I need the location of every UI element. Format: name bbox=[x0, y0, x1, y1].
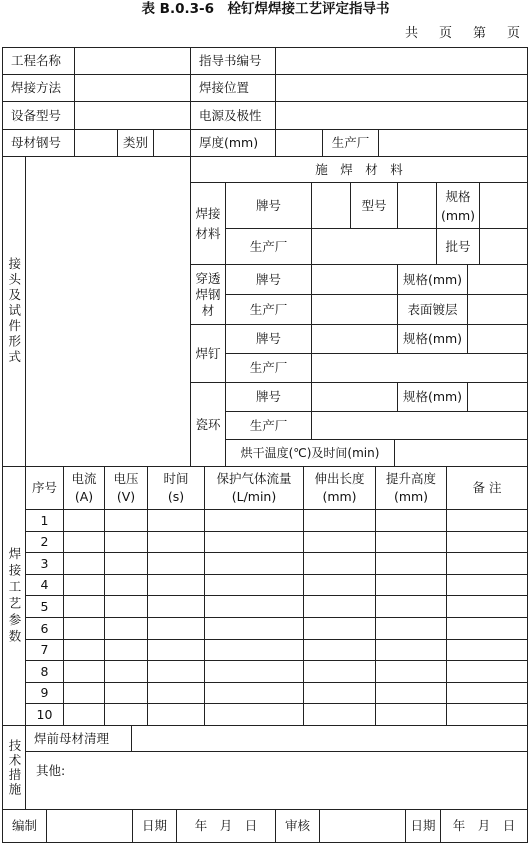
field-penetration-manufacturer[interactable] bbox=[311, 294, 398, 325]
materials-heading: 施 焊 材 料 bbox=[190, 156, 528, 183]
label-weld-params bbox=[2, 466, 26, 726]
param-cell[interactable] bbox=[375, 552, 447, 575]
field-ferrule-manufacturer[interactable] bbox=[311, 411, 528, 440]
param-cell[interactable] bbox=[303, 660, 376, 683]
label-tech-measures bbox=[2, 725, 26, 810]
param-cell[interactable] bbox=[104, 509, 148, 532]
field-project-name[interactable] bbox=[74, 47, 191, 75]
param-cell[interactable] bbox=[446, 595, 528, 618]
param-cell[interactable] bbox=[147, 639, 205, 661]
label-joint-form bbox=[2, 156, 26, 467]
pager-page-unit-2: 页 bbox=[506, 26, 521, 41]
field-joint-sketch[interactable] bbox=[25, 156, 191, 467]
field-ferrule-brand[interactable] bbox=[311, 382, 398, 412]
label-ferrule: 瓷环 bbox=[190, 382, 226, 467]
label-stud-manufacturer: 生产厂 bbox=[225, 353, 312, 383]
field-review[interactable] bbox=[319, 809, 406, 843]
param-cell[interactable] bbox=[63, 595, 105, 618]
pager-total-label: 共 bbox=[404, 26, 419, 41]
label-compile: 编制 bbox=[2, 809, 47, 843]
label-date: 日期 bbox=[132, 809, 177, 843]
param-cell[interactable] bbox=[63, 552, 105, 575]
row-number: 1 bbox=[25, 509, 64, 532]
param-cell[interactable] bbox=[104, 617, 148, 640]
pager-current-label: 第 bbox=[472, 26, 487, 41]
param-cell[interactable] bbox=[104, 595, 148, 618]
param-cell[interactable] bbox=[446, 531, 528, 553]
row-number: 2 bbox=[25, 531, 64, 553]
param-cell[interactable] bbox=[104, 682, 148, 704]
param-cell[interactable] bbox=[375, 682, 447, 704]
label-base-steel: 母材钢号 bbox=[2, 129, 75, 157]
param-cell[interactable] bbox=[147, 595, 205, 618]
label-weld-material-batch: 批号 bbox=[436, 228, 480, 265]
param-cell[interactable] bbox=[204, 509, 304, 532]
label-weld-material: 焊接材料 bbox=[190, 182, 226, 265]
field-penetration-brand[interactable] bbox=[311, 264, 398, 295]
label-thickness: 厚度(mm) bbox=[190, 129, 276, 157]
label-manufacturer: 生产厂 bbox=[322, 129, 379, 157]
param-cell[interactable] bbox=[63, 703, 105, 726]
label-bake-temp-time: 烘干温度(℃)及时间(min) bbox=[225, 439, 395, 467]
param-cell[interactable] bbox=[104, 552, 148, 575]
param-cell[interactable] bbox=[63, 682, 105, 704]
label-weld-material-manufacturer: 生产厂 bbox=[225, 228, 312, 265]
param-cell[interactable] bbox=[204, 682, 304, 704]
field-other-measures[interactable] bbox=[25, 751, 528, 810]
label-weld-material-spec: 规格(mm) bbox=[436, 182, 480, 229]
param-cell[interactable] bbox=[104, 639, 148, 661]
param-cell[interactable] bbox=[375, 660, 447, 683]
field-manufacturer[interactable] bbox=[378, 129, 528, 157]
param-cell[interactable] bbox=[204, 703, 304, 726]
field-equipment-model[interactable] bbox=[74, 101, 191, 130]
param-cell[interactable] bbox=[303, 639, 376, 661]
row-number: 6 bbox=[25, 617, 64, 640]
field-weld-material-batch[interactable] bbox=[479, 228, 528, 265]
field-weld-material-manufacturer[interactable] bbox=[311, 228, 437, 265]
label-penetration-manufacturer: 生产厂 bbox=[225, 294, 312, 325]
param-cell[interactable] bbox=[204, 595, 304, 618]
param-cell[interactable] bbox=[147, 509, 205, 532]
field-weld-material-brand[interactable] bbox=[311, 182, 351, 229]
param-cell[interactable] bbox=[204, 552, 304, 575]
field-weld-material-model[interactable] bbox=[397, 182, 437, 229]
param-cell[interactable] bbox=[204, 617, 304, 640]
param-cell[interactable] bbox=[204, 574, 304, 596]
label-penetration-spec: 规格(mm) bbox=[397, 264, 468, 295]
param-cell[interactable] bbox=[303, 552, 376, 575]
field-stud-brand[interactable] bbox=[311, 324, 398, 354]
param-cell[interactable] bbox=[63, 574, 105, 596]
col-header-remark: 备 注 bbox=[446, 466, 528, 510]
label-penetration-brand: 牌号 bbox=[225, 264, 312, 295]
param-cell[interactable] bbox=[375, 595, 447, 618]
param-cell[interactable] bbox=[446, 639, 528, 661]
field-weld-position[interactable] bbox=[275, 74, 528, 102]
field-penetration-spec[interactable] bbox=[467, 264, 528, 295]
param-cell[interactable] bbox=[147, 552, 205, 575]
field-compile[interactable] bbox=[46, 809, 133, 843]
label-guide-no: 指导书编号 bbox=[190, 47, 276, 75]
label-penetration-plate: 穿透焊钢材 bbox=[190, 264, 226, 325]
param-cell[interactable] bbox=[303, 574, 376, 596]
col-header-extension: 伸出长度(mm) bbox=[303, 466, 376, 510]
field-compile-date[interactable]: 年 月 日 bbox=[176, 809, 276, 843]
field-weld-material-spec[interactable] bbox=[479, 182, 528, 229]
field-category[interactable] bbox=[153, 129, 191, 157]
col-header-voltage: 电压(V) bbox=[104, 466, 148, 510]
field-thickness[interactable] bbox=[275, 129, 323, 157]
param-cell[interactable] bbox=[63, 617, 105, 640]
param-cell[interactable] bbox=[104, 531, 148, 553]
param-cell[interactable] bbox=[204, 660, 304, 683]
form-table bbox=[2, 47, 528, 843]
label-stud-spec: 规格(mm) bbox=[397, 324, 468, 354]
param-cell[interactable] bbox=[375, 703, 447, 726]
param-cell[interactable] bbox=[204, 639, 304, 661]
param-cell[interactable] bbox=[303, 509, 376, 532]
form-title: 表 B.0.3-6 栓钉焊焊接工艺评定指导书 bbox=[141, 1, 390, 17]
field-pre-weld-clean[interactable] bbox=[131, 725, 528, 752]
label-tech-measures-text: 技术措施 bbox=[7, 738, 22, 797]
row-number: 8 bbox=[25, 660, 64, 683]
label-surface-coating: 表面镀层 bbox=[397, 294, 468, 325]
param-cell[interactable] bbox=[63, 660, 105, 683]
param-cell[interactable] bbox=[104, 660, 148, 683]
param-cell[interactable] bbox=[147, 682, 205, 704]
label-category: 类别 bbox=[117, 129, 154, 157]
label-project-name: 工程名称 bbox=[2, 47, 75, 75]
label-weld-params-text: 焊接工艺参数 bbox=[7, 546, 22, 646]
param-cell[interactable] bbox=[375, 639, 447, 661]
label-joint-form-text: 接头及试件形式 bbox=[6, 257, 22, 366]
col-header-time: 时间(s) bbox=[147, 466, 205, 510]
row-number: 5 bbox=[25, 595, 64, 618]
param-cell[interactable] bbox=[204, 531, 304, 553]
label-weld-method: 焊接方法 bbox=[2, 74, 75, 102]
param-cell[interactable] bbox=[446, 682, 528, 704]
param-cell[interactable] bbox=[446, 574, 528, 596]
param-cell[interactable] bbox=[63, 639, 105, 661]
row-number: 9 bbox=[25, 682, 64, 704]
param-cell[interactable] bbox=[104, 574, 148, 596]
row-number: 4 bbox=[25, 574, 64, 596]
page-counter bbox=[385, 22, 521, 41]
label-weld-position: 焊接位置 bbox=[190, 74, 276, 102]
param-cell[interactable] bbox=[375, 509, 447, 532]
label-pre-weld-clean: 焊前母材清理 bbox=[25, 725, 132, 752]
label-ferrule-spec: 规格(mm) bbox=[397, 382, 468, 412]
field-guide-no[interactable] bbox=[275, 47, 528, 75]
param-cell[interactable] bbox=[147, 660, 205, 683]
param-cell[interactable] bbox=[303, 703, 376, 726]
param-cell[interactable] bbox=[375, 617, 447, 640]
label-weld-material-brand: 牌号 bbox=[225, 182, 312, 229]
param-cell[interactable] bbox=[104, 703, 148, 726]
label-stud-brand: 牌号 bbox=[225, 324, 312, 354]
label-date-2: 日期 bbox=[405, 809, 441, 843]
param-cell[interactable] bbox=[446, 617, 528, 640]
param-cell[interactable] bbox=[375, 574, 447, 596]
param-cell[interactable] bbox=[446, 660, 528, 683]
param-cell[interactable] bbox=[446, 509, 528, 532]
field-ferrule-spec[interactable] bbox=[467, 382, 528, 412]
param-cell[interactable] bbox=[446, 552, 528, 575]
param-cell[interactable] bbox=[147, 531, 205, 553]
param-cell[interactable] bbox=[375, 531, 447, 553]
param-cell[interactable] bbox=[147, 617, 205, 640]
field-base-steel[interactable] bbox=[74, 129, 118, 157]
field-surface-coating[interactable] bbox=[467, 294, 528, 325]
label-ferrule-manufacturer: 生产厂 bbox=[225, 411, 312, 440]
field-power-polarity[interactable] bbox=[275, 101, 528, 130]
param-cell[interactable] bbox=[303, 617, 376, 640]
label-weld-material-model: 型号 bbox=[350, 182, 398, 229]
label-other: 其他: bbox=[36, 763, 66, 778]
row-number: 7 bbox=[25, 639, 64, 661]
param-cell[interactable] bbox=[303, 531, 376, 553]
param-cell[interactable] bbox=[303, 595, 376, 618]
field-stud-manufacturer[interactable] bbox=[311, 353, 528, 383]
label-review: 审核 bbox=[275, 809, 320, 843]
param-cell[interactable] bbox=[63, 509, 105, 532]
field-bake-temp-time[interactable] bbox=[394, 439, 528, 467]
param-cell[interactable] bbox=[446, 703, 528, 726]
label-stud: 焊钉 bbox=[190, 324, 226, 383]
param-cell[interactable] bbox=[63, 531, 105, 553]
col-header-no: 序号 bbox=[25, 466, 64, 510]
param-cell[interactable] bbox=[147, 703, 205, 726]
field-review-date[interactable]: 年 月 日 bbox=[440, 809, 528, 843]
field-stud-spec[interactable] bbox=[467, 324, 528, 354]
label-power-polarity: 电源及极性 bbox=[190, 101, 276, 130]
field-weld-method[interactable] bbox=[74, 74, 191, 102]
param-cell[interactable] bbox=[303, 682, 376, 704]
row-number: 10 bbox=[25, 703, 64, 726]
col-header-gas-flow: 保护气体流量(L/min) bbox=[204, 466, 304, 510]
label-equipment-model: 设备型号 bbox=[2, 101, 75, 130]
param-cell[interactable] bbox=[147, 574, 205, 596]
col-header-lift: 提升高度(mm) bbox=[375, 466, 447, 510]
col-header-current: 电流(A) bbox=[63, 466, 105, 510]
pager-page-unit: 页 bbox=[438, 26, 453, 41]
label-ferrule-brand: 牌号 bbox=[225, 382, 312, 412]
row-number: 3 bbox=[25, 552, 64, 575]
